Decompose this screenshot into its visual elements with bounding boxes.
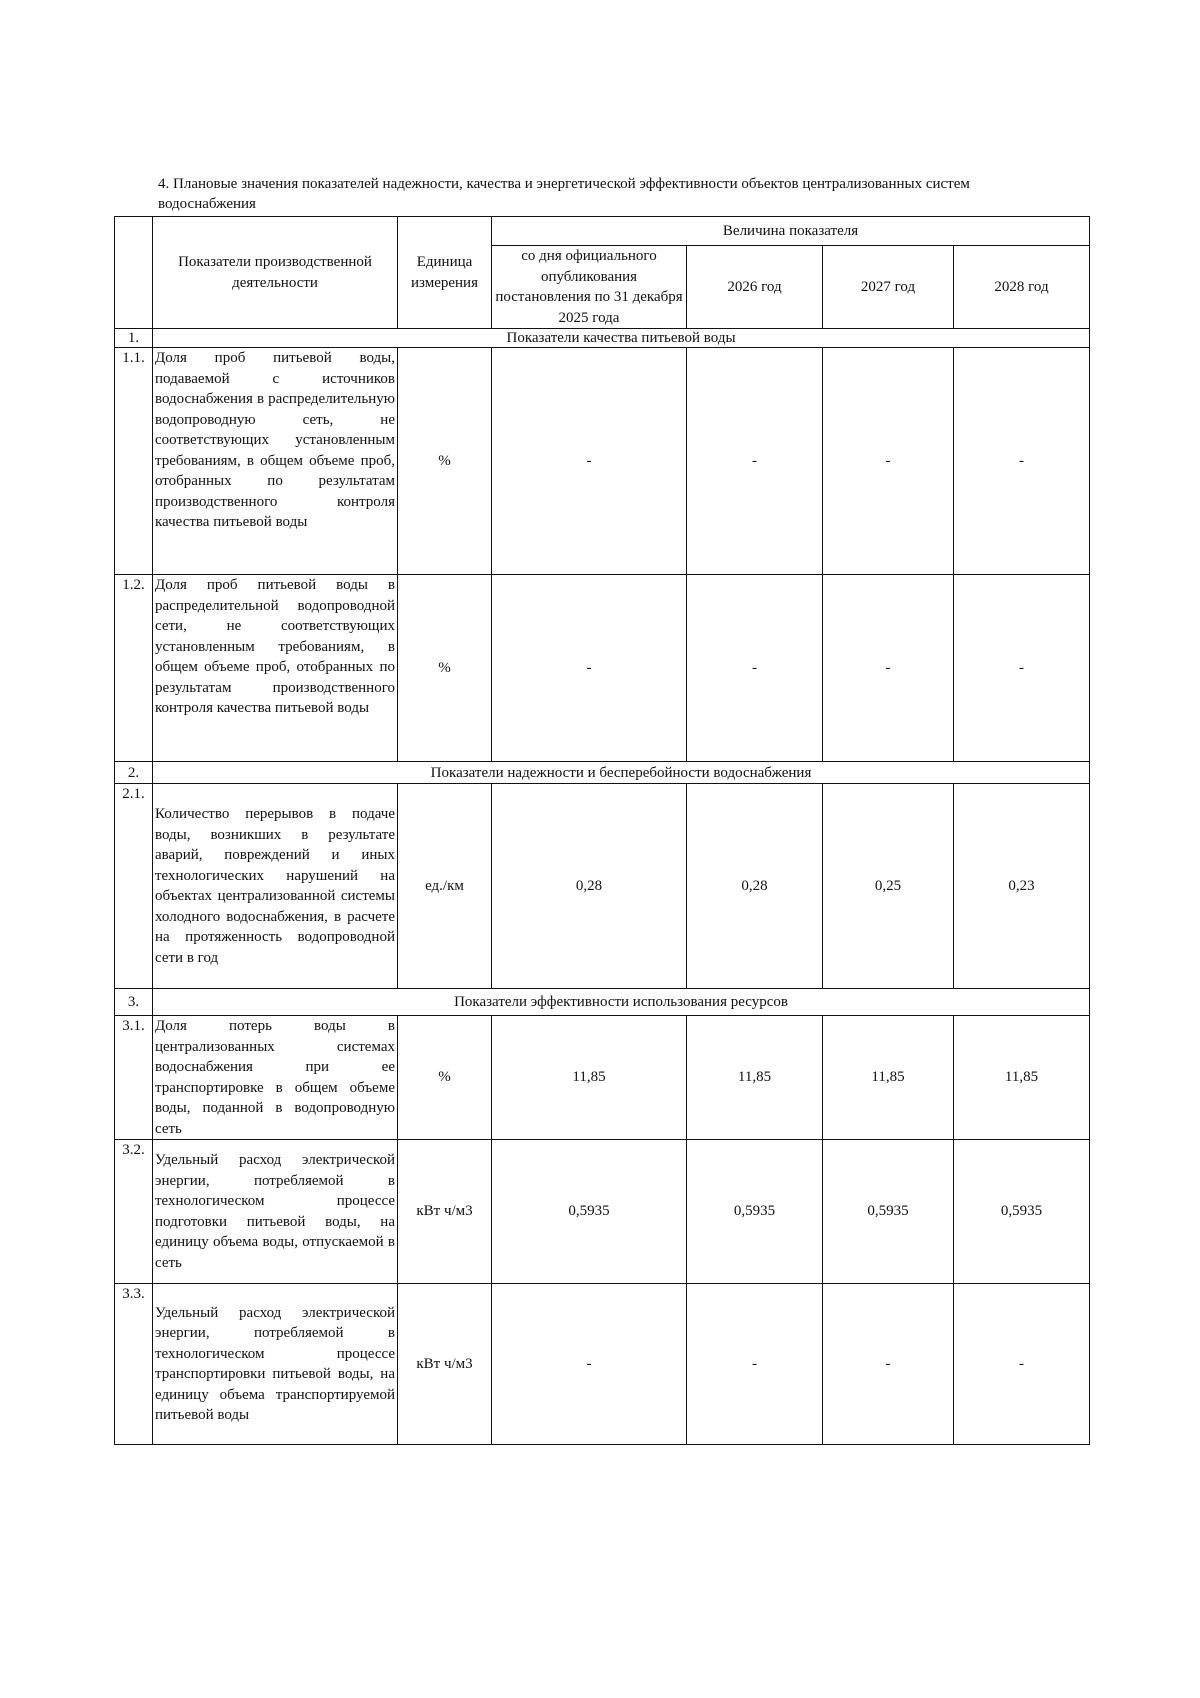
- indicators-table: [114, 216, 1090, 1445]
- row-num: 3.2.: [115, 1140, 153, 1284]
- row-value: -: [954, 575, 1090, 762]
- row-value: -: [687, 348, 823, 575]
- row-value: 0,28: [492, 784, 687, 989]
- row-unit: %: [398, 348, 492, 575]
- row-num: 3.1.: [115, 1016, 153, 1140]
- row-value: -: [687, 575, 823, 762]
- row-value: 0,5935: [492, 1140, 687, 1284]
- row-value: 0,25: [823, 784, 954, 989]
- header-unit-line1: Единица: [416, 254, 473, 270]
- header-period-2026: 2026 год: [687, 246, 823, 329]
- row-value: -: [687, 1284, 823, 1445]
- table-row: [115, 348, 1090, 575]
- section-num: 2.: [115, 762, 153, 784]
- table-row: [115, 1284, 1090, 1445]
- row-value: 11,85: [954, 1016, 1090, 1140]
- row-indicator-name: Доля потерь воды в централизованных системах водоснабжения при ее транспортировке в общем объеме воды, поданной в водопроводную сеть: [153, 1016, 398, 1140]
- row-value: -: [492, 1284, 687, 1445]
- header-indicator: Показатели производственной деятельности: [153, 217, 398, 329]
- section-title: Показатели качества питьевой воды: [153, 329, 1090, 348]
- row-value: -: [954, 348, 1090, 575]
- row-value: 11,85: [492, 1016, 687, 1140]
- row-value: -: [492, 575, 687, 762]
- section-row: [115, 762, 1090, 784]
- row-unit: кВт ч/м3: [398, 1284, 492, 1445]
- section-row: [115, 989, 1090, 1016]
- header-num-cell: [115, 217, 153, 329]
- row-value: 0,28: [687, 784, 823, 989]
- row-value: -: [492, 348, 687, 575]
- row-num: 1.2.: [115, 575, 153, 762]
- header-period-initial: со дня официального опубликования постановления по 31 декабря 2025 года: [492, 246, 687, 329]
- section-title: Показатели эффективности использования ресурсов: [153, 989, 1090, 1016]
- row-unit: %: [398, 1016, 492, 1140]
- row-unit: ед./км: [398, 784, 492, 989]
- row-num: 2.1.: [115, 784, 153, 989]
- table-row: [115, 1016, 1090, 1140]
- table-row: [115, 575, 1090, 762]
- row-indicator-name: Количество перерывов в подаче воды, возникших в результате аварий, повреждений и иных технологических нарушений на объектах централизованной системы холодного водоснабжения, в расчете на протяженность водопроводной сети в год: [153, 784, 398, 989]
- row-unit: %: [398, 575, 492, 762]
- header-period-2028: 2028 год: [954, 246, 1090, 329]
- section-num: 1.: [115, 329, 153, 348]
- row-value: 11,85: [687, 1016, 823, 1140]
- header-period-2027: 2027 год: [823, 246, 954, 329]
- row-num: 3.3.: [115, 1284, 153, 1445]
- row-value: -: [954, 1284, 1090, 1445]
- table-row: [115, 1140, 1090, 1284]
- row-value: -: [823, 1284, 954, 1445]
- header-unit: [398, 217, 492, 329]
- document-heading: 4. Плановые значения показателей надежности, качества и энергетической эффективности объектов централизованных систем водоснабжения: [158, 176, 970, 212]
- row-value: 0,5935: [687, 1140, 823, 1284]
- row-indicator-name: Удельный расход электрической энергии, потребляемой в технологическом процессе транспортировки питьевой воды, на единицу объема транспортируемой питьевой воды: [153, 1284, 398, 1445]
- table-row: [115, 784, 1090, 989]
- header-row-top: [115, 217, 1090, 246]
- row-value: 0,5935: [954, 1140, 1090, 1284]
- row-indicator-name: Доля проб питьевой воды в распределительной водопроводной сети, не соответствующих установленным требованиям, в общем объеме проб, отобранных по результатам производственного контроля качества питьевой воды: [153, 575, 398, 762]
- row-value: -: [823, 575, 954, 762]
- section-row: [115, 329, 1090, 348]
- section-title: Показатели надежности и бесперебойности водоснабжения: [153, 762, 1090, 784]
- row-value: -: [823, 348, 954, 575]
- row-indicator-name: Доля проб питьевой воды, подаваемой с источников водоснабжения в распределительную водопроводную сеть, не соответствующих установленным требованиям, в общем объеме проб, отобранных по результатам производственного контроля качества питьевой воды: [153, 348, 398, 575]
- row-indicator-name: Удельный расход электрической энергии, потребляемой в технологическом процессе подготовки питьевой воды, на единицу объема воды, отпускаемой в сеть: [153, 1140, 398, 1284]
- header-value-group: Величина показателя: [492, 217, 1090, 246]
- row-unit: кВт ч/м3: [398, 1140, 492, 1284]
- section-num: 3.: [115, 989, 153, 1016]
- row-value: 0,5935: [823, 1140, 954, 1284]
- row-value: 11,85: [823, 1016, 954, 1140]
- row-num: 1.1.: [115, 348, 153, 575]
- header-unit-line2: измерения: [410, 274, 478, 291]
- row-value: 0,23: [954, 784, 1090, 989]
